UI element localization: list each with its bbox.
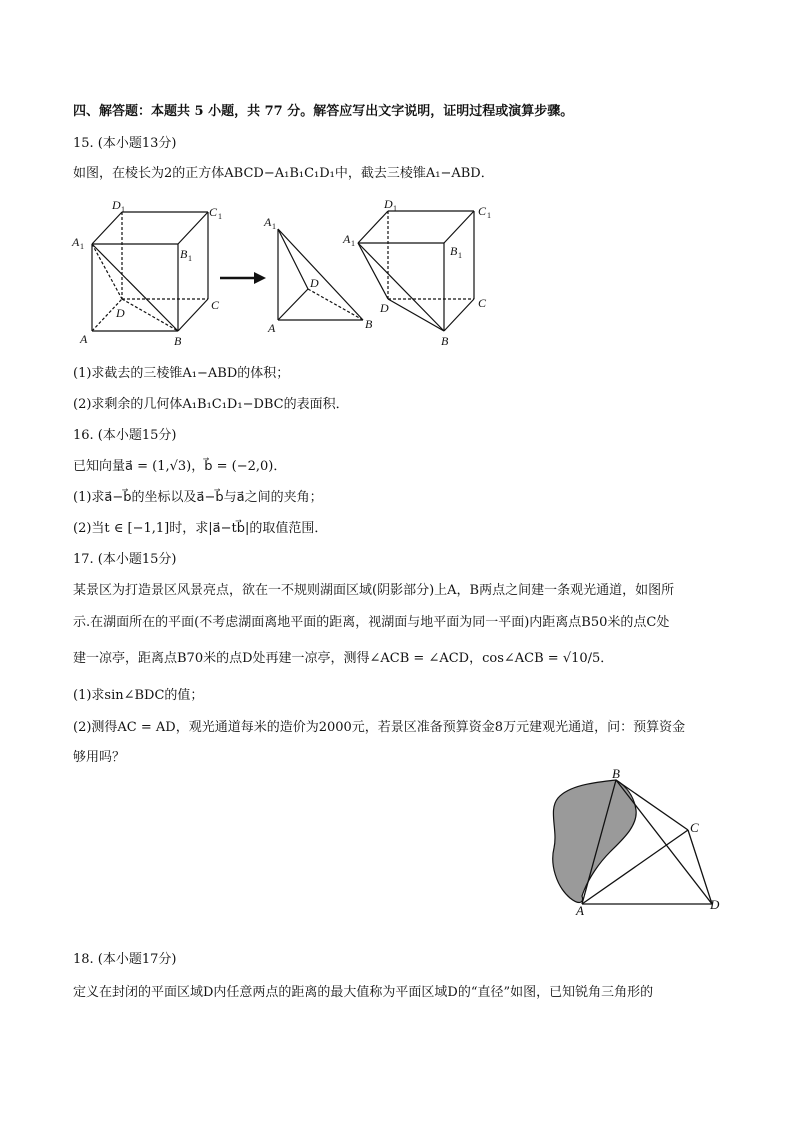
q17-part2-line1: (2)测得AC = AD，观光通道每米的造价为2000元，若景区准备预算资金8万元建观光通道，问：预算资金 xyxy=(73,720,686,735)
q17-part2-line2: 够用吗？ xyxy=(73,750,126,765)
q16-stem: 已知向量a⃗ = (1,√3)，b⃗ = (−2,0)． xyxy=(73,459,287,474)
q17-label-D: D xyxy=(710,897,720,912)
svg-text:1: 1 xyxy=(218,212,222,221)
label-C: C xyxy=(211,298,220,312)
svg-text:1: 1 xyxy=(121,205,125,214)
q15-part2: (2)求剩余的几何体A₁B₁C₁D₁−DBC的表面积． xyxy=(73,397,349,412)
q15-part1: (1)求截去的三棱锥A₁−ABD的体积； xyxy=(73,366,290,381)
svg-text:D: D xyxy=(384,197,393,211)
arrow-right-icon xyxy=(220,272,266,284)
q17-label-C: C xyxy=(690,820,699,835)
label-C1: C xyxy=(209,205,218,219)
q15-stem: 如图，在棱长为2的正方体ABCD−A₁B₁C₁D₁中，截去三棱锥A₁−ABD． xyxy=(73,166,494,181)
svg-text:B: B xyxy=(441,334,449,348)
svg-text:A: A xyxy=(264,215,272,229)
q17-label-A: A xyxy=(576,903,584,916)
q17-part1: (1)求sin∠BDC的值； xyxy=(73,688,204,703)
q15-heading: 15. (本小题13分) xyxy=(73,136,177,151)
svg-text:B: B xyxy=(365,317,373,331)
svg-text:C: C xyxy=(478,296,487,310)
q18-heading: 18. (本小题17分) xyxy=(73,952,177,967)
svg-text:1: 1 xyxy=(393,204,397,213)
label-B: B xyxy=(174,334,182,348)
svg-text:A: A xyxy=(343,232,351,246)
q17-line3: 建一凉亭，距离点B70米的点D处再建一凉亭，测得∠ACB = ∠ACD，cos∠ACB = √10/5． xyxy=(73,651,614,666)
svg-text:1: 1 xyxy=(188,254,192,263)
svg-text:D: D xyxy=(310,276,319,290)
label-A: A xyxy=(80,332,88,346)
svg-text:A: A xyxy=(268,321,276,335)
label-D1: D xyxy=(112,198,121,212)
q17-line2: 示.在湖面所在的平面(不考虑湖面离地平面的距离，视湖面与地平面为同一平面)内距离点B50米的点C处 xyxy=(73,615,670,630)
remaining-solid xyxy=(358,211,474,331)
svg-text:1: 1 xyxy=(458,251,462,260)
q18-line1: 定义在封闭的平面区域D内任意两点的距离的最大值称为平面区域D的“直径”如图，已知锐角三角形的 xyxy=(73,985,654,1000)
svg-text:1: 1 xyxy=(80,242,84,251)
label-B1: B xyxy=(180,247,188,261)
label-A1: A xyxy=(72,235,80,249)
q16-heading: 16. (本小题15分) xyxy=(73,428,177,443)
svg-text:1: 1 xyxy=(272,222,276,231)
svg-text:1: 1 xyxy=(487,211,491,220)
svg-text:B: B xyxy=(450,244,458,258)
q16-part1: (1)求a⃗−b⃗的坐标以及a⃗−b⃗与a⃗之间的夹角； xyxy=(73,490,323,505)
q17-lake-figure xyxy=(540,766,730,916)
q17-heading: 17. (本小题15分) xyxy=(73,552,177,567)
q17-line1: 某景区为打造景区风景亮点，欲在一不规则湖面区域(阴影部分)上A，B两点之间建一条观光通道，如图所 xyxy=(73,583,675,598)
svg-text:C: C xyxy=(478,204,487,218)
q15-cube-figure xyxy=(68,196,508,348)
lake-shaded-region xyxy=(553,780,636,902)
label-D: D xyxy=(116,306,125,320)
cube-full xyxy=(92,212,208,331)
section-header: 四、解答题：本题共 5 小题，共 77 分。解答应写出文字说明，证明过程或演算步骤。 xyxy=(73,104,574,119)
svg-text:1: 1 xyxy=(351,239,355,248)
q16-part2: (2)当t ∈ [−1,1]时，求|a⃗−tb⃗|的取值范围． xyxy=(73,521,328,536)
svg-text:D: D xyxy=(380,301,389,315)
q17-label-B: B xyxy=(612,766,620,781)
